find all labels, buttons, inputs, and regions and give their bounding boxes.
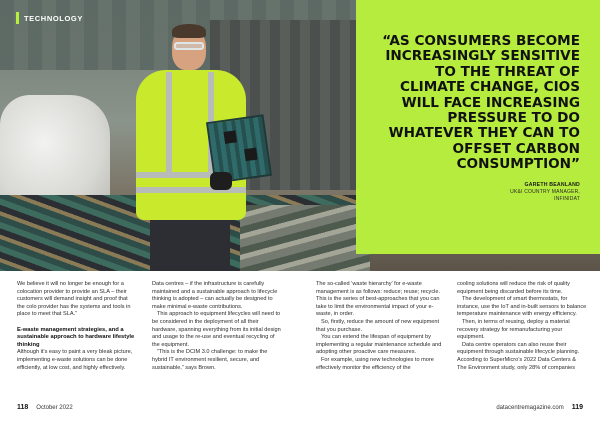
- paragraph: So, firstly, reduce the amount of new equipment that you purchase.: [316, 318, 440, 333]
- safety-glasses: [174, 42, 204, 50]
- issue-date: October 2022: [36, 404, 73, 411]
- paragraph: For example, using new technologies to more effectively monitor the efficiency of the: [316, 356, 434, 371]
- body-column-1: [17, 281, 137, 372]
- paragraph: The so-called ‘waste hierarchy’ for e-waste management is as follows: reduce; reuse; recycle. This is the series of best-approaches that you can take to limit the environmental impact of your e-waste, in order.: [316, 281, 441, 318]
- worker-figure: [128, 22, 268, 271]
- body-column-2: [152, 281, 282, 372]
- paragraph: Although it’s easy to paint a very bleak picture, implementing e-waste solutions can be done efficiently, at low cost, and highly effectively.: [17, 349, 133, 371]
- quote-role: UK&I COUNTRY MANAGER,: [510, 188, 580, 195]
- page-number-right: 119: [571, 404, 583, 411]
- paragraph: Then, in terms of reusing, deploy a material recovery strategy for remanufacturing your equipment.: [457, 318, 570, 341]
- paragraph: Data centres – if the infrastructure is carefully maintained and a sustainable approach to lifecycle thinking is adopted – can actually be designed to make minimal e-waste contributions.: [152, 281, 278, 310]
- pull-quote-text: “AS CONSUMERS BECOME INCREASINGLY SENSITIVE TO THE THREAT OF CLIMATE CHANGE, CIOS WILL FACE INCREASING PRESSURE TO DO WHATEVER THEY CAN TO OFFSET CARBON CONSUMPTION”: [382, 33, 580, 173]
- paragraph: “This is the DCIM 3.0 challenge: to make the hybrid IT environment resilient, secure, and sustainable,” says Brown.: [152, 349, 268, 371]
- section-tag-label: TECHNOLOGY: [24, 13, 83, 23]
- paragraph: cooling solutions will reduce the risk of quality equipment being discarded before its time.: [457, 281, 570, 295]
- glove: [210, 172, 232, 190]
- page-number-left: 118: [17, 404, 29, 411]
- footer-left: [17, 404, 73, 411]
- paragraph: Data centre operators can also reuse their equipment through sustainable lifecycle planning. According to SuperMicro’s 2022 Data Centers & The Environment study, only 28% of companies: [457, 341, 580, 371]
- section-tag: [16, 11, 83, 25]
- quote-company: INFINIDAT: [554, 195, 580, 202]
- body-column-3: [316, 281, 448, 372]
- paragraph: You can extend the lifespan of equipment by implementing a regular maintenance schedule and adopting other proactive care measures.: [316, 334, 442, 356]
- quote-author: GARETH BEANLAND: [524, 181, 580, 188]
- paragraph: The development of smart thermostats, for instance, use the IoT and in-built sensors to balance temperature maintenance with energy efficiency.: [457, 296, 587, 318]
- body-column-4: [457, 281, 587, 372]
- paragraph: This approach to equipment lifecycles will need to be considered in the deployment of all their hardware, spanning everything from its initial design and usage to the re-use and eventual recycling of the equipment.: [152, 311, 281, 348]
- website-link[interactable]: datacentremagazine.com: [496, 404, 564, 411]
- paragraph: We believe it will no longer be enough for a colocation provider to provide an SLA – their customers will demand insight and proof that the colo provider has the systems and tools in place to meet that SLA.”: [17, 281, 131, 318]
- pull-quote-panel: [356, 0, 600, 254]
- subheading: E-waste management strategies, and a sustainable approach to hardware lifestyle thinking: [17, 326, 135, 348]
- section-tag-bar: [16, 12, 19, 24]
- footer-right: [496, 404, 583, 411]
